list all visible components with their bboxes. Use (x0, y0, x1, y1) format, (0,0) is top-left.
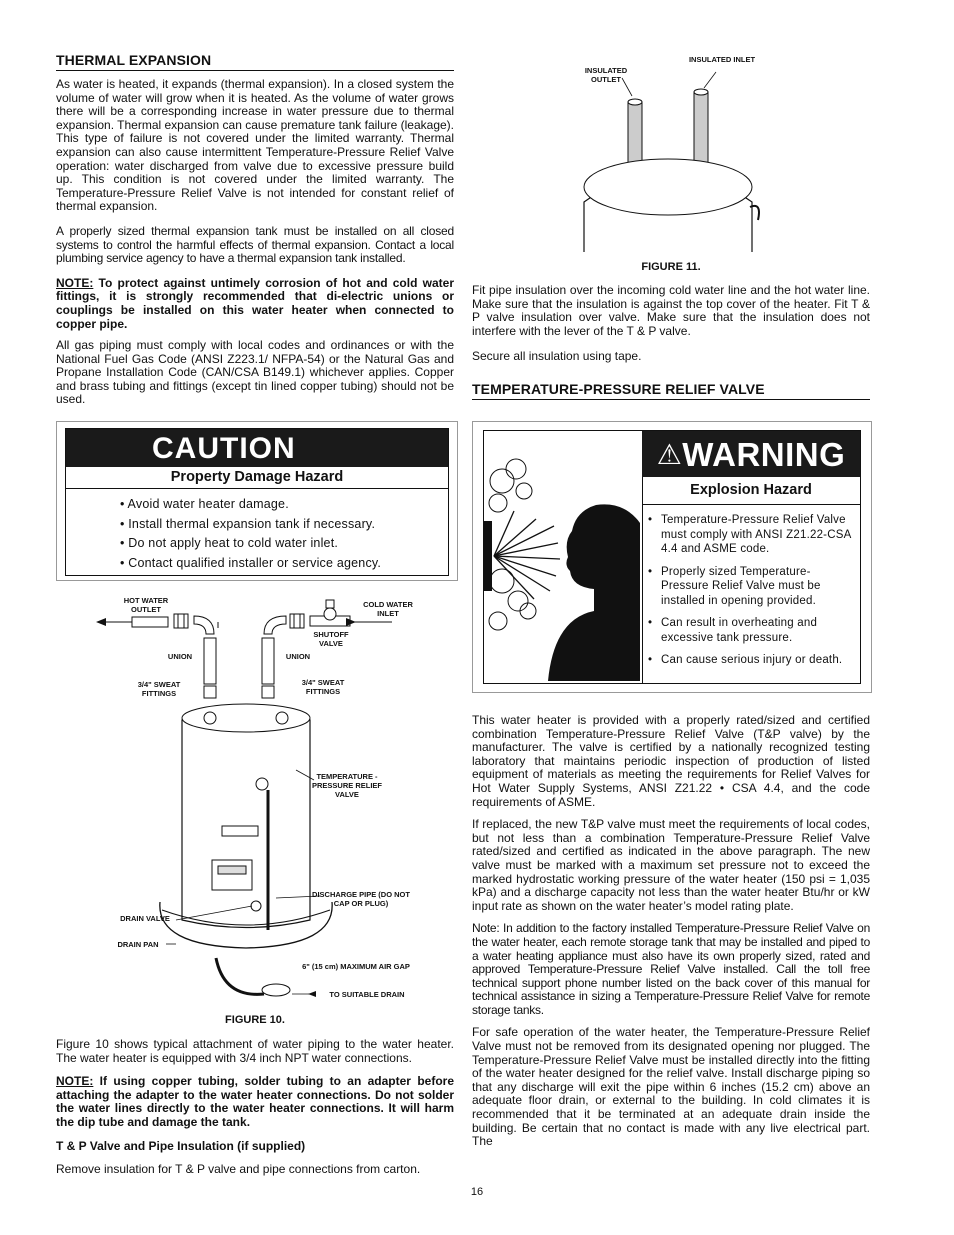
union-left-label: UNION (167, 652, 193, 661)
caution-list (66, 489, 448, 573)
thermal-expansion-heading: THERMAL EXPANSION (56, 52, 454, 71)
caution-title: CAUTION (66, 429, 448, 467)
caution-item: • Avoid water heater damage. (120, 497, 289, 511)
caution-item: • Do not apply heat to cold water inlet. (120, 536, 339, 550)
note-text: To protect against untimely corrosion of hot and cold water fittings, it is strongly recommended that di-electric unions or couplings be installed on this water heater when connected to copper pipe. (56, 275, 454, 331)
warning-item: • Properly sized Temperature-Pressure Relief Valve must be installed in opening provided. (648, 565, 854, 609)
note-text: If using copper tubing, solder tubing to an adapter before attaching the adapter to the water heater connections. Do not solder the water lines directly to the water heater connections. It will harm the dip tube and damage the tank. (56, 1074, 454, 1129)
figure-10 (56, 590, 454, 1030)
tp-valve-replacement-paragraph: If replaced, the new T&P valve must meet the requirements of local codes, but not less than a combination Temperature-Pressure Relief Valve rated/sized and certified as indicated in the above paragraph. The new valve must be marked with a maximum set pressure not to exceed the marked hydrostatic working pressure of the water heater (150 psi = 1,035 kPa) and a discharge capacity not less than the water heater Btu/hr or kW input rate as shown on the water heater’s model rating plate. (472, 817, 870, 913)
right-upper-text (472, 284, 870, 400)
expansion-tank-paragraph: A properly sized thermal expansion tank must be installed on all closed systems to control the harmful effects of thermal expansion. Contact a local plumbing service agency to have a thermal expansion tank installed. (56, 223, 454, 266)
warning-label (483, 430, 861, 684)
tp-insulation-paragraph: Remove insulation for T & P valve and pipe connections from carton. (56, 1162, 421, 1177)
left-column (56, 52, 454, 407)
sweat-fittings-right-label: 3/4" SWEAT FITTINGS (301, 678, 345, 696)
remote-storage-note-paragraph: Note: In addition to the factory installed Temperature-Pressure Relief Valve on the water heater, each remote storage tank that may be installed and piped to a water heating appliance must also have its own properly sized, rated and approved Temperature-Pressure Relief Valve installed. Call the toll free technical support phone number listed on the back cover of this manual for technical assistance in sizing a Temperature-Pressure Relief Valve for remote storage tanks. (472, 921, 870, 1017)
tp-valve-label: TEMPERATURE - PRESSURE RELIEF VALVE (311, 772, 382, 799)
caution-item: • Contact qualified installer or service agency. (120, 555, 382, 570)
tprv-heading: TEMPERATURE-PRESSURE RELIEF VALVE (472, 381, 870, 400)
shutoff-valve-label: SHUTOFF VALVE (313, 630, 349, 648)
copper-tubing-note (56, 1075, 454, 1129)
sweat-fittings-left-label: 3/4" SWEAT FITTINGS (137, 680, 181, 698)
warning-list (648, 513, 854, 676)
union-right-label: UNION (285, 652, 311, 661)
caution-subtitle: Property Damage Hazard (66, 467, 448, 489)
caution-box (56, 421, 458, 581)
note-label: NOTE: (56, 1074, 94, 1089)
figure-11-caption: FIGURE 11. (641, 261, 701, 273)
tp-valve-certified-paragraph: This water heater is provided with a properly rated/sized and certified combination Temperature-Pressure Relief Valve (T&P valve) by the manufacturer. The valve is certified by a nationally recognized testing laboratory that maintains periodic inspection of production of listed equipment of materials as meeting the requirements for Relief Valves for Hot Water Supply Systems, ANSI Z21.22 • CSA 4.4, and the code requirements of ASME. (472, 713, 870, 809)
gas-piping-paragraph: All gas piping must comply with local codes and ordinances or with the National Fuel Gas Code (ANSI Z223.1/ NFPA-54) or the Natural Gas and Propane Installation Code (CAN/CSA B149.1) whichever applies. Copper and brass tubing and fittings (except tin lined copper tubing) should not be used. (56, 338, 454, 407)
right-lower-text (472, 714, 870, 1149)
note-label: NOTE: (56, 275, 94, 290)
warning-title-text: WARNING (682, 436, 846, 473)
dielectric-note (56, 277, 454, 331)
insulated-inlet-label: INSULATED INLET (688, 55, 756, 64)
explosion-hazard-icon (484, 431, 640, 681)
discharge-pipe-label: DISCHARGE PIPE (DO NOT CAP OR PLUG) (312, 890, 410, 908)
drain-pan-label: DRAIN PAN (117, 940, 159, 949)
warning-box (472, 421, 872, 693)
warning-subtitle: Explosion Hazard (642, 477, 860, 505)
tp-insulation-heading: T & P Valve and Pipe Insulation (if supplied) (56, 1138, 306, 1153)
figure-11 (472, 52, 870, 276)
secure-insulation-paragraph: Secure all insulation using tape. (472, 349, 642, 364)
cold-water-inlet-label: COLD WATER INLET (363, 600, 413, 618)
caution-item: • Install thermal expansion tank if necessary. (120, 516, 376, 531)
warning-item: • Can cause serious injury or death. (648, 653, 854, 668)
insulation-paragraph: Fit pipe insulation over the incoming cold water line and the hot water line. Make sure that the insulation is against the top cover of the heater. Fit T & P valve insulation over valve. Make sure that the insulation does not interfere with the lever of the T & P valve. (472, 283, 870, 338)
warning-item: • Can result in overheating and excessive tank pressure. (648, 616, 854, 645)
hot-water-outlet-label: HOT WATER OUTLET (123, 596, 169, 614)
caution-label (65, 428, 449, 576)
page-number: 16 (470, 1186, 484, 1198)
to-drain-label: TO SUITABLE DRAIN (329, 990, 405, 999)
warning-item: • Temperature-Pressure Relief Valve must comply with ANSI Z21.22-CSA 4.4 and ASME code. (648, 513, 854, 557)
air-gap-label: 6" (15 cm) MAXIMUM AIR GAP (302, 962, 410, 971)
insulated-pipes-diagram (472, 52, 870, 252)
warning-title (642, 431, 860, 477)
warning-triangle-icon: ⚠ (656, 439, 683, 470)
insulated-outlet-label: INSULATED OUTLET (584, 66, 628, 84)
drain-valve-label: DRAIN VALVE (120, 914, 170, 923)
figure-10-caption: FIGURE 10. (225, 1014, 285, 1026)
figure-10-paragraph: Figure 10 shows typical attachment of water piping to the water heater. The water heater is equipped with 3/4 inch NPT water connections. (56, 1037, 454, 1065)
left-lower-text (56, 1038, 454, 1177)
thermal-expansion-paragraph: As water is heated, it expands (thermal expansion). In a closed system the volume of water will grow when it is heated. As the volume of water grows there will be a corresponding increase in water pressure due to thermal expansion. Thermal expansion can cause premature tank failure (leakage). This type of failure is not covered under the limited warranty. Thermal expansion can also cause intermittent Temperature-Pressure Relief Valve operation: water discharged from valve due to excessive pressure build up. This condition is not covered under the limited warranty. The Temperature-Pressure Relief Valve is not intended for constant relief of thermal expansion. (56, 77, 455, 214)
safe-operation-paragraph: For safe operation of the water heater, the Temperature-Pressure Relief Valve must not be removed from its designated opening nor plugged. The Temperature-Pressure Relief Valve must be installed directly into the fitting of the water heater designed for the relief valve. Install discharge piping so that any discharge will exit the pipe within 6 inches (15.2 cm) above an adequate floor drain, or external to the building. In cold climates it is recommended that it be terminated at an adequate drain inside the building. Be certain that no contact is made with any live electrical part. The (472, 1025, 870, 1149)
